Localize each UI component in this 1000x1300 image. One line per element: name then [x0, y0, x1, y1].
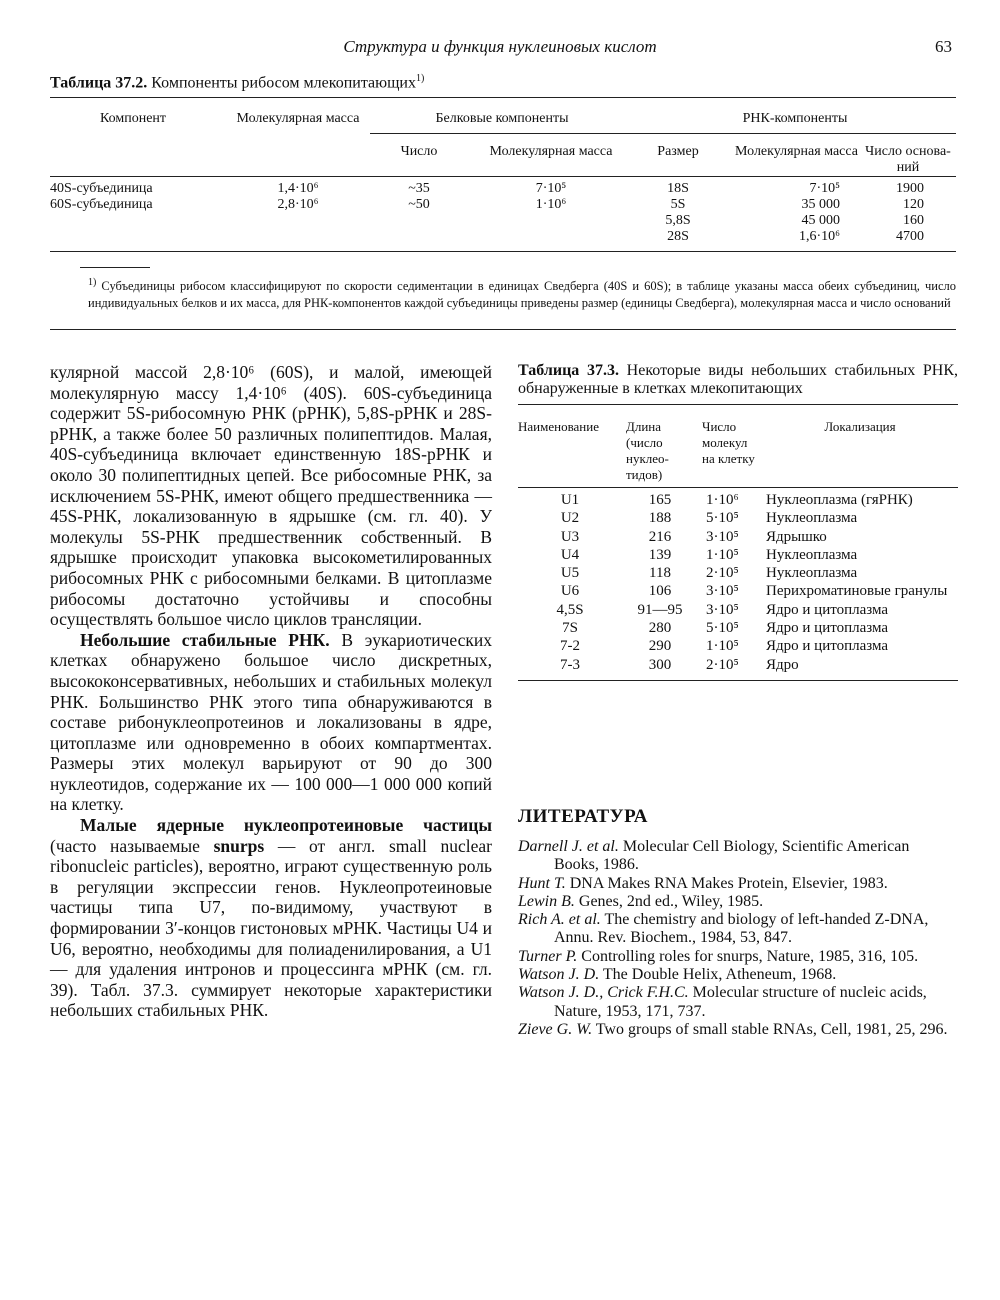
table3-title: Некоторые виды небольших стабильных РНК, обнаруженные в клетках млекопитающих [518, 362, 958, 397]
reference-item [518, 911, 958, 948]
table-row [518, 488, 958, 510]
cell-length: 139 [648, 546, 672, 563]
reference-author: Darnell J. et al. [518, 838, 619, 855]
table-row [518, 656, 958, 674]
cell-molecules: 1·10⁵ [706, 638, 739, 655]
cell-length: 165 [648, 492, 672, 508]
cell-component: 40S-субъединица [50, 181, 153, 196]
table-row [518, 564, 958, 582]
cell-length: 118 [649, 565, 671, 582]
table1-caption [50, 73, 424, 92]
cell-bases: 120 [903, 197, 924, 212]
paragraph-3-text-a: (часто называемые [50, 835, 214, 856]
cell-name: 7-2 [560, 638, 580, 655]
cell-name: 7S [562, 620, 578, 637]
table-row [518, 509, 958, 527]
cell-name: U6 [560, 583, 580, 600]
cell-mass [226, 213, 370, 229]
table1-footnote-mark: 1) [415, 73, 425, 84]
cell-mass [226, 229, 370, 245]
reference-item [518, 966, 958, 984]
cell-length: 280 [648, 620, 672, 637]
ribosome-components-table [50, 97, 956, 252]
reference-text: The Double Helix, Atheneum, 1968. [599, 966, 837, 984]
th-location: Локализация [824, 419, 896, 434]
cell-component: 60S-субъединица [50, 197, 153, 212]
th-count: Число [400, 144, 438, 159]
table1-label: Таблица 37.2. [50, 74, 148, 92]
cell-count [370, 229, 468, 245]
cell-component [50, 213, 226, 229]
cell-size: 5,8S [665, 213, 691, 228]
cell-location: Ядро и цитоплазма [766, 620, 889, 637]
cell-molecules: 2·10⁵ [706, 565, 739, 582]
reference-item [518, 875, 958, 893]
cell-molecules: 3·10⁵ [706, 583, 739, 600]
cell-rna-mass: 7·10⁵ [809, 181, 840, 196]
body-column [50, 362, 492, 1021]
cell-molecules: 1·10⁶ [706, 492, 739, 508]
cell-location: Ядрышко [766, 528, 827, 545]
reference-author: Watson J. D. [518, 966, 600, 984]
paragraph-2-text: В эукариотических клетках обнаружено большое число дискретных, высококонсервативных, небольших и стабильных молекул РНК. Большинство РНК этого типа обнаруживаются в составе рибонуклеопротеинов и локализованы в ядре, цитоплазме или одновременно в обоих компартментах. Размеры этих молекул варьируют от 90 до 300 нуклеотидов, содержание их — 100 000—1 000 000 копий на клетку. [50, 629, 492, 815]
cell-bases: 1900 [896, 181, 924, 196]
th-mol-mass: Молекулярная масса [226, 98, 370, 177]
reference-item [518, 1021, 958, 1039]
cell-size: 18S [667, 181, 689, 196]
cell-length: 188 [648, 510, 672, 527]
th-rna-mass: Молекулярная масса [735, 144, 858, 159]
reference-author: Rich A. et al. [518, 911, 601, 929]
reference-author: Watson J. D., Crick F.H.C. [518, 984, 689, 1002]
th-size: Размер [657, 144, 699, 159]
paragraph-2-heading: Небольшие стабильные РНК. [80, 629, 330, 650]
table-row [518, 637, 958, 655]
table-row [518, 546, 958, 564]
footnote-mark: 1) [88, 277, 97, 288]
cell-location: Ядро и цитоплазма [766, 601, 889, 618]
cell-molecules: 1·10⁵ [706, 546, 739, 563]
table-row [50, 177, 956, 198]
page-number: 63 [935, 37, 952, 56]
reference-item [518, 948, 958, 966]
reference-text: Molecular Cell Biology, Scientific American Books, 1986. [554, 838, 910, 874]
reference-text: Controlling roles for snurps, Nature, 1985, 316, 105. [577, 947, 919, 965]
cell-mass: 2,8·10⁶ [277, 197, 319, 212]
cell-molecules: 5·10⁵ [706, 510, 739, 527]
literature-heading: ЛИТЕРАТУРА [518, 806, 649, 827]
th-component: Компонент [50, 98, 226, 177]
cell-name: U1 [560, 492, 580, 508]
cell-molecules: 5·10⁵ [706, 620, 739, 637]
table-row [518, 582, 958, 600]
body-paragraph-3 [50, 815, 492, 1021]
paragraph-3-text-b: — от англ. small nuclear ribonucleic particles), вероятно, играют существенную роль в регуляции экспрессии генов. Нуклеопротеиновые частицы типа U7, по-видимому, участвуют в формировании 3′-концов гистоновых мРНК. Частицы U4 и U6, вероятно, необходимы для полиаденилирования, а U1 — для удаления интронов и процессинга мРНК (см. гл. 39). Табл. 37.3. суммирует некоторые характеристики небольших стабильных РНК. [50, 835, 492, 1021]
cell-protein-mass [468, 229, 634, 245]
cell-name: 7-3 [560, 656, 580, 673]
reference-text: The chemistry and biology of left-handed Z-DNA, Annu. Rev. Biochem., 1984, 53, 847. [554, 911, 929, 947]
reference-list [518, 838, 958, 1039]
reference-author: Lewin B. [518, 892, 575, 910]
reference-item [518, 893, 958, 911]
cell-protein-mass: 1·10⁶ [535, 197, 567, 212]
reference-item [518, 838, 958, 875]
cell-protein-mass: 7·10⁵ [535, 181, 567, 196]
reference-author: Turner P. [518, 947, 578, 965]
th-protein-mass: Молекулярная масса [489, 144, 613, 159]
reference-item [518, 984, 958, 1021]
cell-bases: 4700 [896, 229, 924, 244]
reference-text: Genes, 2nd ed., Wiley, 1985. [574, 892, 764, 910]
snurps-term: snurps [213, 835, 265, 856]
th-rna-group: РНК-компоненты [634, 98, 956, 134]
footnote-bottom-rule [50, 329, 956, 330]
cell-location: Перихроматиновые гранулы [766, 583, 948, 600]
table3-label: Таблица 37.3. [518, 362, 619, 379]
cell-name: U3 [560, 528, 580, 545]
th-protein-group: Белковые компоненты [370, 98, 634, 134]
cell-name: U4 [560, 546, 580, 563]
body-paragraph-2 [50, 630, 492, 815]
cell-length: 216 [648, 528, 672, 545]
cell-name: U5 [560, 565, 580, 582]
cell-name: 4,5S [556, 601, 584, 618]
table-row [50, 197, 956, 213]
cell-bases: 160 [903, 213, 924, 228]
table-row [518, 601, 958, 619]
cell-length: 290 [648, 638, 672, 655]
table-row [518, 528, 958, 546]
footnote-rule [80, 267, 150, 268]
cell-molecules: 3·10⁵ [706, 528, 739, 545]
cell-count: ~35 [408, 181, 430, 196]
cell-location: Нуклеоплазма [766, 510, 858, 527]
table3-caption [518, 362, 958, 398]
th-bases: Число основа-ний [865, 144, 951, 175]
table1-title: Компоненты рибосом млекопитающих [151, 74, 416, 92]
reference-text: Molecular structure of nucleic acids, Nature, 1953, 171, 737. [554, 984, 927, 1020]
table-row [50, 213, 956, 229]
cell-length: 106 [648, 583, 672, 600]
reference-author: Zieve G. W. [518, 1020, 593, 1038]
cell-rna-mass: 45 000 [801, 213, 840, 228]
cell-location: Нуклеоплазма [766, 546, 858, 563]
cell-component [50, 229, 226, 245]
cell-molecules: 2·10⁵ [706, 656, 739, 673]
cell-protein-mass [468, 213, 634, 229]
cell-length: 300 [648, 656, 672, 673]
table-row [50, 229, 956, 245]
table1-footnote [88, 274, 956, 312]
cell-size: 5S [670, 197, 686, 212]
reference-text: Two groups of small stable RNAs, Cell, 1981, 25, 296. [592, 1020, 948, 1038]
cell-count [370, 213, 468, 229]
cell-location: Нуклеоплазма [766, 565, 858, 582]
paragraph-3-heading: Малые ядерные нуклеопротеиновые частицы [80, 815, 492, 836]
body-paragraph-1: кулярной массой 2,8·10⁶ (60S), и малой, имеющей молекулярную массу 1,4·10⁶ (40S). 60S-субъединица содержит 5S-рибосомную РНК (рРНК), 5,8S-рРНК и 28S-рРНК, а также более 50 различных полипептидов. Малая, 40S-субъединица включает единственную 18S-рРНК и около 30 полипептидных цепей. Все рибосомные РНК, за исключением 5S-РНК, имеют общего предшественника — 45S-РНК, локализованную в ядрышке (см. гл. 40). У молекулы 5S-РНК предшественник собственный. В ядрышке происходит упаковка высокометилированных рибосомных РНК с рибосомными белками. В цитоплазме рибосомы достаточно устойчивы и способны осуществлять большое число циклов трансляции. [50, 362, 492, 630]
table-row [518, 619, 958, 637]
running-title: Структура и функция нуклеиновых кислот [343, 37, 657, 56]
cell-location: Ядро и цитоплазма [766, 638, 889, 655]
cell-molecules: 3·10⁵ [706, 601, 739, 618]
cell-length: 91—95 [637, 601, 683, 618]
footnote-text: Субъединицы рибосом классифицируют по скорости седиментации в единицах Сведберга (40S и 60S); в таблице указаны масса обеих субъединиц, число индивидуальных белков и их масса, для РНК-компонентов каждой субъединицы приведены размер (единицы Сведберга), молекулярная масса и число оснований [88, 279, 957, 311]
small-rna-table [518, 404, 958, 681]
reference-text: DNA Makes RNA Makes Protein, Elsevier, 1983. [565, 874, 888, 892]
th-molecules: Число молекул на клетку [702, 419, 755, 466]
cell-location: Нуклеоплазма (гяРНК) [766, 492, 913, 508]
th-name: Наименование [518, 419, 599, 434]
cell-size: 28S [667, 229, 689, 244]
th-length: Длина (число нуклео-тидов) [626, 419, 669, 482]
cell-location: Ядро [766, 656, 799, 673]
cell-name: U2 [560, 510, 580, 527]
cell-rna-mass: 35 000 [801, 197, 840, 212]
cell-rna-mass: 1,6·10⁶ [798, 229, 840, 244]
cell-count: ~50 [408, 197, 430, 212]
reference-author: Hunt T. [518, 874, 566, 892]
cell-mass: 1,4·10⁶ [277, 181, 319, 196]
